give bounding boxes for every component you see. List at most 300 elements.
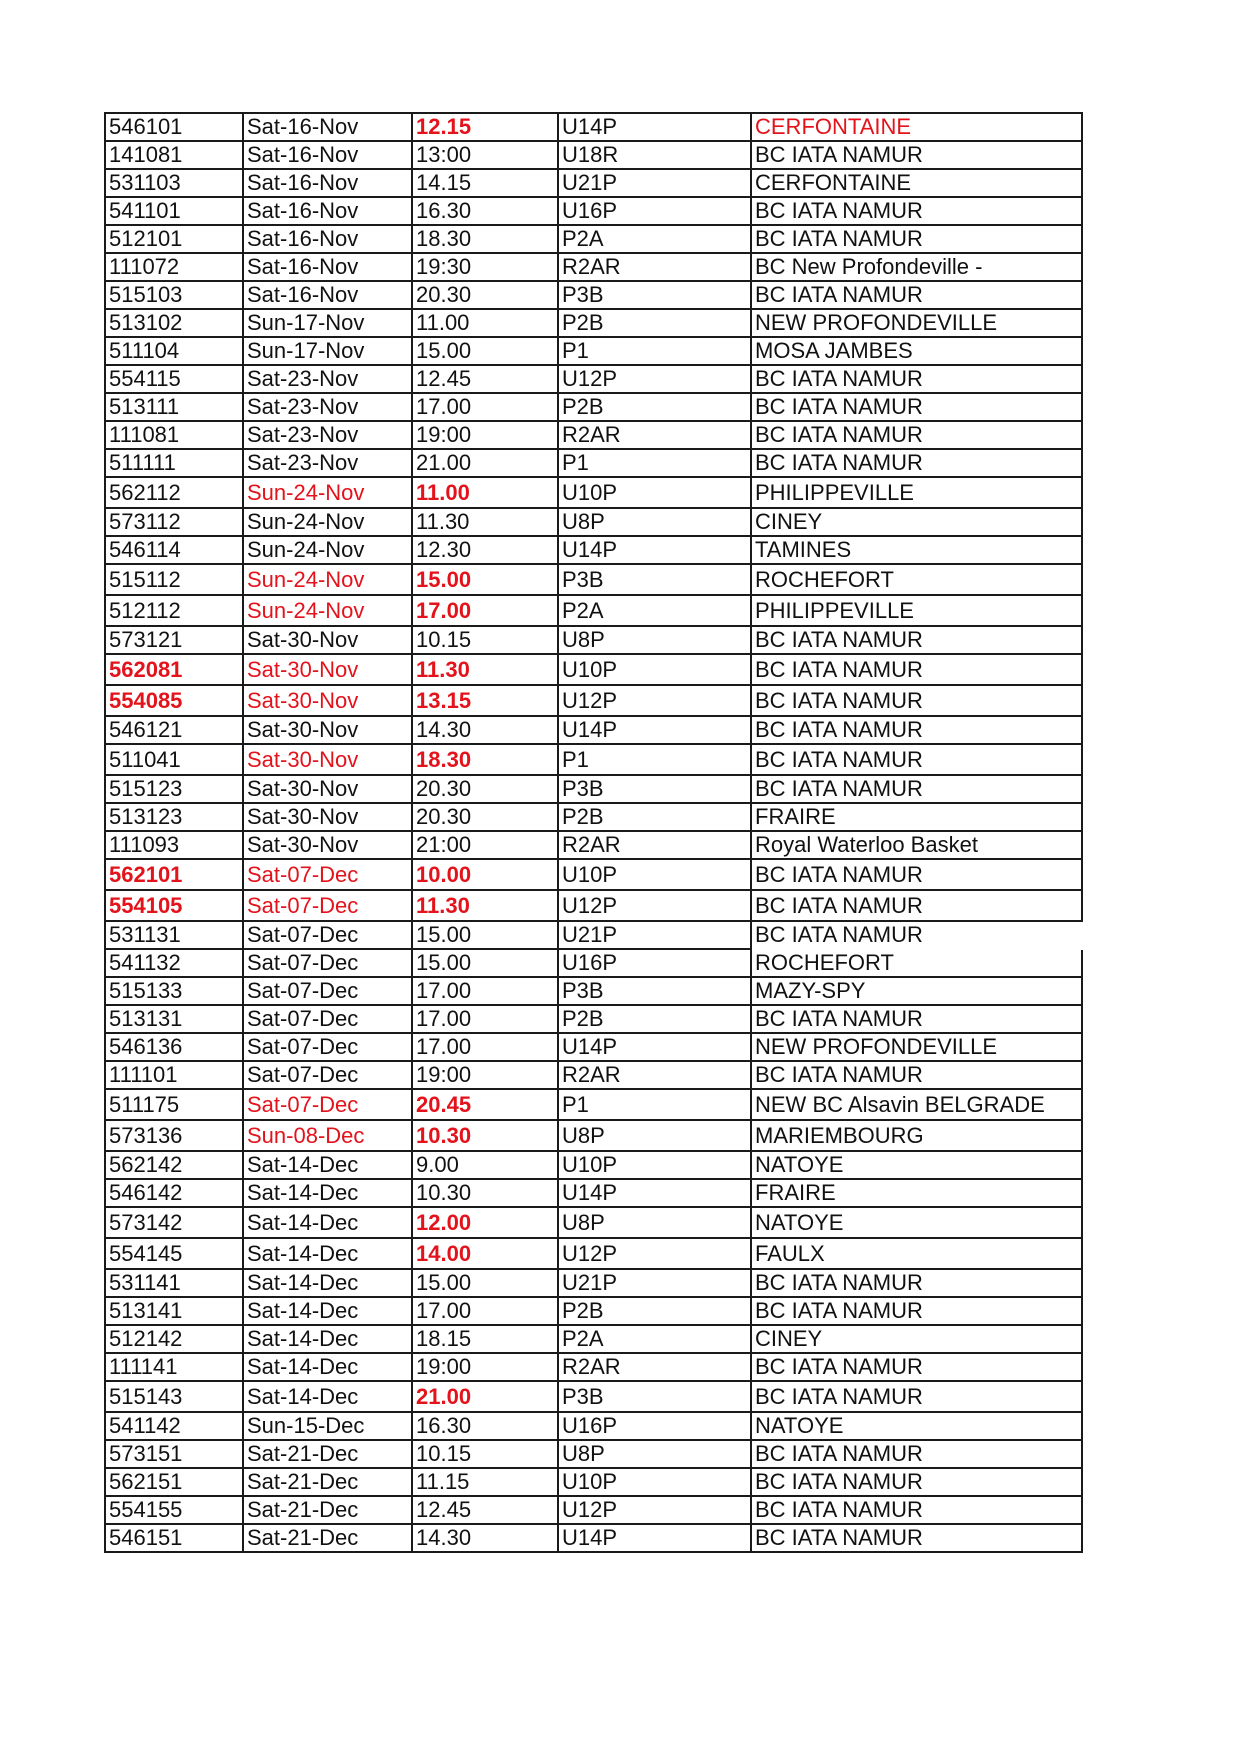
match-code-cell: 562151 [105,1468,243,1496]
match-date-cell: Sun-24-Nov [243,564,412,595]
match-code-cell: 513102 [105,309,243,337]
category-cell: U8P [558,508,751,536]
match-date-cell: Sat-30-Nov [243,685,412,716]
match-date-cell: Sun-17-Nov [243,337,412,365]
category-cell: U12P [558,890,751,921]
home-team-cell: BC IATA NAMUR [751,744,1082,775]
match-time-cell: 20.30 [412,803,558,831]
match-date-cell: Sat-16-Nov [243,253,412,281]
home-team-cell: PHILIPPEVILLE [751,595,1082,626]
match-time-cell: 12.45 [412,1496,558,1524]
match-date-cell: Sat-21-Dec [243,1496,412,1524]
match-code-cell: 554085 [105,685,243,716]
category-cell: R2AR [558,1061,751,1089]
match-date-cell: Sat-30-Nov [243,716,412,744]
category-cell: R2AR [558,1353,751,1381]
table-row [105,716,1082,744]
match-code-cell: 513123 [105,803,243,831]
table-row [105,449,1082,477]
home-team-cell: BC IATA NAMUR [751,421,1082,449]
match-time-cell: 13:00 [412,141,558,169]
table-row [105,477,1082,508]
home-team-cell: BC New Profondeville - [751,253,1082,281]
match-date-cell: Sat-23-Nov [243,421,412,449]
match-code-cell: 111101 [105,1061,243,1089]
match-date-cell: Sat-30-Nov [243,803,412,831]
category-cell: P2A [558,1325,751,1353]
home-team-cell: BC IATA NAMUR [751,141,1082,169]
match-code-cell: 541101 [105,197,243,225]
table-row [105,595,1082,626]
home-team-cell: NATOYE [751,1412,1082,1440]
table-row [105,1238,1082,1269]
match-code-cell: 573121 [105,626,243,654]
table-row [105,337,1082,365]
home-team-cell: BC IATA NAMUR [751,197,1082,225]
home-team-cell: BC IATA NAMUR [751,449,1082,477]
category-cell: U16P [558,1412,751,1440]
category-cell: U14P [558,1524,751,1552]
match-code-cell: 513111 [105,393,243,421]
match-code-cell: 111081 [105,421,243,449]
match-time-cell: 10.30 [412,1120,558,1151]
home-team-cell: FRAIRE [751,1179,1082,1207]
match-code-cell: 554155 [105,1496,243,1524]
match-time-cell: 15.00 [412,564,558,595]
match-date-cell: Sat-07-Dec [243,1033,412,1061]
table-row [105,564,1082,595]
match-time-cell: 19:00 [412,1061,558,1089]
category-cell: U8P [558,1207,751,1238]
home-team-cell: BC IATA NAMUR [751,1005,1082,1033]
match-time-cell: 17.00 [412,595,558,626]
match-date-cell: Sat-30-Nov [243,626,412,654]
match-code-cell: 515143 [105,1381,243,1412]
match-code-cell: 562101 [105,859,243,890]
home-team-cell: BC IATA NAMUR [751,225,1082,253]
home-team-cell: BC IATA NAMUR [751,921,1082,949]
home-team-cell: BC IATA NAMUR [751,281,1082,309]
match-date-cell: Sun-15-Dec [243,1412,412,1440]
match-date-cell: Sat-30-Nov [243,831,412,859]
table-row [105,1089,1082,1120]
category-cell: U10P [558,1468,751,1496]
match-date-cell: Sat-07-Dec [243,859,412,890]
category-cell: U10P [558,654,751,685]
table-row [105,253,1082,281]
category-cell: P2B [558,1005,751,1033]
table-row [105,654,1082,685]
category-cell: U12P [558,1238,751,1269]
match-date-cell: Sat-30-Nov [243,775,412,803]
match-time-cell: 21:00 [412,831,558,859]
match-time-cell: 13.15 [412,685,558,716]
match-time-cell: 17.00 [412,1033,558,1061]
match-date-cell: Sat-16-Nov [243,141,412,169]
match-time-cell: 21.00 [412,1381,558,1412]
match-code-cell: 531131 [105,921,243,949]
category-cell: U10P [558,859,751,890]
home-team-cell: ROCHEFORT [751,949,1082,977]
home-team-cell: CINEY [751,508,1082,536]
table-row [105,1524,1082,1552]
home-team-cell: BC IATA NAMUR [751,1269,1082,1297]
table-row [105,1207,1082,1238]
match-date-cell: Sat-14-Dec [243,1179,412,1207]
home-team-cell: BC IATA NAMUR [751,1524,1082,1552]
match-date-cell: Sat-07-Dec [243,1061,412,1089]
match-code-cell: 546114 [105,536,243,564]
match-code-cell: 554105 [105,890,243,921]
table-row [105,744,1082,775]
match-time-cell: 10.15 [412,626,558,654]
table-row [105,1412,1082,1440]
table-row [105,1179,1082,1207]
match-time-cell: 16.30 [412,1412,558,1440]
category-cell: P1 [558,744,751,775]
home-team-cell: BC IATA NAMUR [751,626,1082,654]
match-time-cell: 14.15 [412,169,558,197]
match-date-cell: Sat-07-Dec [243,890,412,921]
home-team-cell: PHILIPPEVILLE [751,477,1082,508]
table-row [105,859,1082,890]
category-cell: U18R [558,141,751,169]
table-row [105,365,1082,393]
match-time-cell: 12.30 [412,536,558,564]
home-team-cell: BC IATA NAMUR [751,1297,1082,1325]
match-date-cell: Sat-16-Nov [243,197,412,225]
match-code-cell: 511041 [105,744,243,775]
home-team-cell: NEW PROFONDEVILLE [751,1033,1082,1061]
match-date-cell: Sat-30-Nov [243,654,412,685]
home-team-cell: ROCHEFORT [751,564,1082,595]
table-row [105,1061,1082,1089]
home-team-cell: CERFONTAINE [751,169,1082,197]
table-row [105,949,1082,977]
match-time-cell: 19:00 [412,421,558,449]
home-team-cell: NEW PROFONDEVILLE [751,309,1082,337]
table-row [105,831,1082,859]
home-team-cell: BC IATA NAMUR [751,1061,1082,1089]
match-code-cell: 111141 [105,1353,243,1381]
match-schedule-table [104,112,1083,1553]
match-time-cell: 12.15 [412,113,558,141]
category-cell: U10P [558,1151,751,1179]
match-time-cell: 15.00 [412,1269,558,1297]
category-cell: U8P [558,1120,751,1151]
match-time-cell: 20.30 [412,281,558,309]
match-date-cell: Sat-14-Dec [243,1151,412,1179]
match-time-cell: 18.30 [412,744,558,775]
match-time-cell: 11.30 [412,890,558,921]
table-row [105,393,1082,421]
match-time-cell: 17.00 [412,393,558,421]
match-date-cell: Sat-07-Dec [243,921,412,949]
match-time-cell: 10.15 [412,1440,558,1468]
match-date-cell: Sat-14-Dec [243,1269,412,1297]
match-code-cell: 541142 [105,1412,243,1440]
home-team-cell: BC IATA NAMUR [751,1496,1082,1524]
category-cell: P3B [558,281,751,309]
category-cell: P2B [558,309,751,337]
table-row [105,1496,1082,1524]
home-team-cell: BC IATA NAMUR [751,775,1082,803]
category-cell: U14P [558,113,751,141]
match-time-cell: 17.00 [412,1297,558,1325]
match-code-cell: 573151 [105,1440,243,1468]
match-date-cell: Sat-30-Nov [243,744,412,775]
home-team-cell: TAMINES [751,536,1082,564]
table-row [105,225,1082,253]
category-cell: P2A [558,225,751,253]
match-code-cell: 546136 [105,1033,243,1061]
match-date-cell: Sat-23-Nov [243,365,412,393]
match-date-cell: Sat-07-Dec [243,1005,412,1033]
match-code-cell: 554115 [105,365,243,393]
match-code-cell: 531103 [105,169,243,197]
match-time-cell: 18.15 [412,1325,558,1353]
home-team-cell: BC IATA NAMUR [751,1353,1082,1381]
home-team-cell: MAZY-SPY [751,977,1082,1005]
category-cell: U14P [558,536,751,564]
match-date-cell: Sat-14-Dec [243,1207,412,1238]
match-date-cell: Sat-14-Dec [243,1353,412,1381]
match-code-cell: 111093 [105,831,243,859]
match-time-cell: 16.30 [412,197,558,225]
category-cell: U21P [558,921,751,949]
table-row [105,685,1082,716]
match-date-cell: Sat-21-Dec [243,1468,412,1496]
category-cell: R2AR [558,253,751,281]
match-date-cell: Sun-24-Nov [243,508,412,536]
home-team-cell: Royal Waterloo Basket [751,831,1082,859]
home-team-cell: CINEY [751,1325,1082,1353]
category-cell: P2B [558,803,751,831]
match-time-cell: 17.00 [412,1005,558,1033]
category-cell: U14P [558,1033,751,1061]
category-cell: R2AR [558,831,751,859]
table-row [105,1120,1082,1151]
match-code-cell: 511175 [105,1089,243,1120]
match-code-cell: 531141 [105,1269,243,1297]
match-code-cell: 541132 [105,949,243,977]
table-row [105,921,1082,949]
match-time-cell: 14.30 [412,716,558,744]
table-row [105,1325,1082,1353]
home-team-cell: BC IATA NAMUR [751,716,1082,744]
match-date-cell: Sat-16-Nov [243,281,412,309]
home-team-cell: FAULX [751,1238,1082,1269]
home-team-cell: NATOYE [751,1207,1082,1238]
match-time-cell: 15.00 [412,921,558,949]
match-date-cell: Sun-08-Dec [243,1120,412,1151]
category-cell: U12P [558,685,751,716]
category-cell: P3B [558,564,751,595]
table-row [105,1381,1082,1412]
home-team-cell: BC IATA NAMUR [751,654,1082,685]
table-row [105,1440,1082,1468]
match-time-cell: 9.00 [412,1151,558,1179]
home-team-cell: NATOYE [751,1151,1082,1179]
match-time-cell: 12.45 [412,365,558,393]
match-time-cell: 11.00 [412,309,558,337]
category-cell: P1 [558,449,751,477]
category-cell: P1 [558,337,751,365]
match-code-cell: 512101 [105,225,243,253]
match-date-cell: Sat-16-Nov [243,225,412,253]
home-team-cell: BC IATA NAMUR [751,1468,1082,1496]
table-row [105,775,1082,803]
table-row [105,1005,1082,1033]
home-team-cell: BC IATA NAMUR [751,890,1082,921]
table-row [105,1353,1082,1381]
table-row [105,421,1082,449]
match-time-cell: 20.30 [412,775,558,803]
match-date-cell: Sat-14-Dec [243,1325,412,1353]
match-code-cell: 573112 [105,508,243,536]
match-date-cell: Sat-14-Dec [243,1297,412,1325]
table-row [105,113,1082,141]
match-code-cell: 562142 [105,1151,243,1179]
match-date-cell: Sun-24-Nov [243,595,412,626]
match-time-cell: 15.00 [412,949,558,977]
match-code-cell: 515123 [105,775,243,803]
category-cell: P2B [558,393,751,421]
match-time-cell: 15.00 [412,337,558,365]
match-time-cell: 14.00 [412,1238,558,1269]
match-time-cell: 19:30 [412,253,558,281]
match-code-cell: 141081 [105,141,243,169]
match-date-cell: Sat-14-Dec [243,1238,412,1269]
match-time-cell: 18.30 [412,225,558,253]
category-cell: U16P [558,197,751,225]
match-date-cell: Sun-17-Nov [243,309,412,337]
match-date-cell: Sat-16-Nov [243,113,412,141]
table-row [105,1033,1082,1061]
match-date-cell: Sat-07-Dec [243,949,412,977]
home-team-cell: NEW BC Alsavin BELGRADE [751,1089,1082,1120]
home-team-cell: MARIEMBOURG [751,1120,1082,1151]
category-cell: P3B [558,977,751,1005]
match-code-cell: 546121 [105,716,243,744]
category-cell: U21P [558,1269,751,1297]
home-team-cell: BC IATA NAMUR [751,859,1082,890]
table-row [105,281,1082,309]
home-team-cell: BC IATA NAMUR [751,685,1082,716]
category-cell: U10P [558,477,751,508]
match-time-cell: 10.00 [412,859,558,890]
table-row [105,626,1082,654]
match-schedule-body [105,113,1082,1552]
match-date-cell: Sat-23-Nov [243,393,412,421]
category-cell: P2A [558,595,751,626]
category-cell: P1 [558,1089,751,1120]
table-row [105,1151,1082,1179]
match-date-cell: Sat-21-Dec [243,1440,412,1468]
match-code-cell: 546101 [105,113,243,141]
match-time-cell: 11.30 [412,508,558,536]
match-code-cell: 562112 [105,477,243,508]
category-cell: U21P [558,169,751,197]
match-code-cell: 512142 [105,1325,243,1353]
match-time-cell: 11.30 [412,654,558,685]
category-cell: P3B [558,1381,751,1412]
table-row [105,309,1082,337]
home-team-cell: MOSA JAMBES [751,337,1082,365]
match-code-cell: 515103 [105,281,243,309]
table-row [105,803,1082,831]
match-code-cell: 515133 [105,977,243,1005]
match-code-cell: 562081 [105,654,243,685]
table-row [105,890,1082,921]
match-code-cell: 546151 [105,1524,243,1552]
home-team-cell: BC IATA NAMUR [751,393,1082,421]
match-time-cell: 12.00 [412,1207,558,1238]
match-time-cell: 11.00 [412,477,558,508]
category-cell: U16P [558,949,751,977]
match-time-cell: 21.00 [412,449,558,477]
match-time-cell: 19:00 [412,1353,558,1381]
category-cell: P2B [558,1297,751,1325]
match-code-cell: 513131 [105,1005,243,1033]
category-cell: U8P [558,626,751,654]
table-row [105,977,1082,1005]
home-team-cell: CERFONTAINE [751,113,1082,141]
category-cell: P3B [558,775,751,803]
category-cell: U8P [558,1440,751,1468]
match-date-cell: Sat-21-Dec [243,1524,412,1552]
table-row [105,1468,1082,1496]
match-code-cell: 511111 [105,449,243,477]
match-code-cell: 546142 [105,1179,243,1207]
match-time-cell: 20.45 [412,1089,558,1120]
table-row [105,1297,1082,1325]
home-team-cell: BC IATA NAMUR [751,365,1082,393]
category-cell: R2AR [558,421,751,449]
home-team-cell: FRAIRE [751,803,1082,831]
match-code-cell: 554145 [105,1238,243,1269]
match-time-cell: 11.15 [412,1468,558,1496]
match-code-cell: 111072 [105,253,243,281]
match-date-cell: Sat-14-Dec [243,1381,412,1412]
match-date-cell: Sat-07-Dec [243,1089,412,1120]
home-team-cell: BC IATA NAMUR [751,1381,1082,1412]
match-date-cell: Sat-23-Nov [243,449,412,477]
match-code-cell: 512112 [105,595,243,626]
table-row [105,536,1082,564]
match-time-cell: 17.00 [412,977,558,1005]
table-row [105,1269,1082,1297]
match-code-cell: 513141 [105,1297,243,1325]
match-time-cell: 10.30 [412,1179,558,1207]
category-cell: U14P [558,716,751,744]
category-cell: U14P [558,1179,751,1207]
category-cell: U12P [558,1496,751,1524]
match-code-cell: 573142 [105,1207,243,1238]
match-time-cell: 14.30 [412,1524,558,1552]
match-date-cell: Sat-07-Dec [243,977,412,1005]
table-row [105,169,1082,197]
match-code-cell: 511104 [105,337,243,365]
table-row [105,197,1082,225]
table-row [105,508,1082,536]
match-code-cell: 515112 [105,564,243,595]
match-date-cell: Sun-24-Nov [243,536,412,564]
home-team-cell: BC IATA NAMUR [751,1440,1082,1468]
match-date-cell: Sat-16-Nov [243,169,412,197]
table-row [105,141,1082,169]
category-cell: U12P [558,365,751,393]
